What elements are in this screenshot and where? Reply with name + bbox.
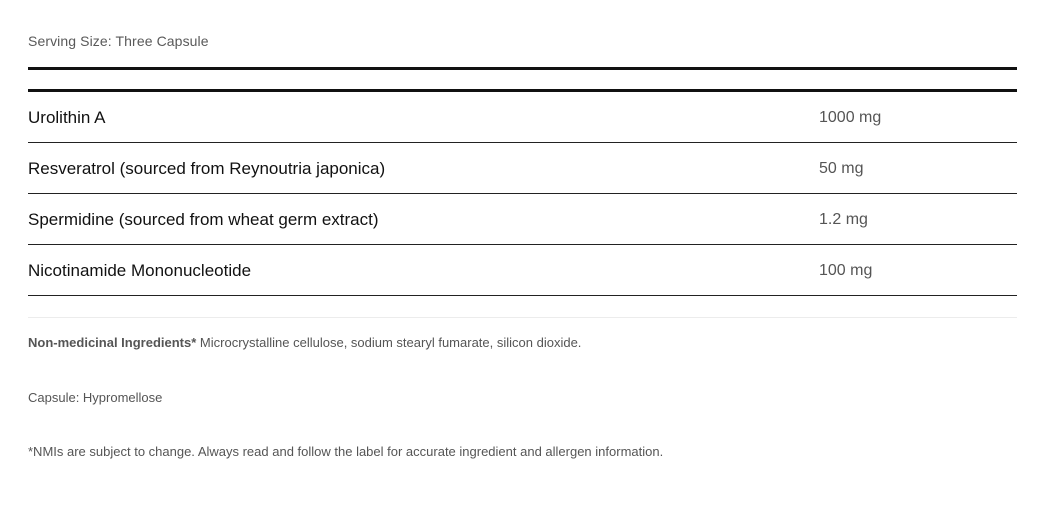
ingredient-amount: 1.2 mg [819, 211, 868, 228]
table-row [28, 92, 1017, 143]
capsule-info: Capsule: Hypromellose [28, 390, 163, 405]
non-medicinal-label: Non-medicinal Ingredients* [28, 335, 197, 350]
table-row [28, 245, 1017, 296]
table-row [28, 194, 1017, 245]
heavy-divider-top [28, 67, 1017, 70]
table-row [28, 143, 1017, 194]
non-medicinal-text: Microcrystalline cellulose, sodium stearyl fumarate, silicon dioxide. [196, 335, 582, 350]
serving-size: Serving Size: Three Capsule [28, 33, 209, 49]
ingredients-table [28, 92, 1017, 296]
non-medicinal-ingredients [28, 335, 581, 350]
ingredient-amount: 1000 mg [819, 109, 882, 126]
ingredient-name: Urolithin A [28, 108, 106, 127]
ingredient-name: Nicotinamide Mononucleotide [28, 261, 252, 280]
light-divider [28, 317, 1017, 318]
ingredient-name: Spermidine (sourced from wheat germ extract) [28, 210, 379, 229]
ingredient-amount: 50 mg [819, 160, 864, 177]
ingredient-amount: 100 mg [819, 262, 873, 279]
ingredient-name: Resveratrol (sourced from Reynoutria japonica) [28, 159, 386, 178]
footnote: *NMIs are subject to change. Always read and follow the label for accurate ingredient and allergen information. [28, 444, 664, 459]
